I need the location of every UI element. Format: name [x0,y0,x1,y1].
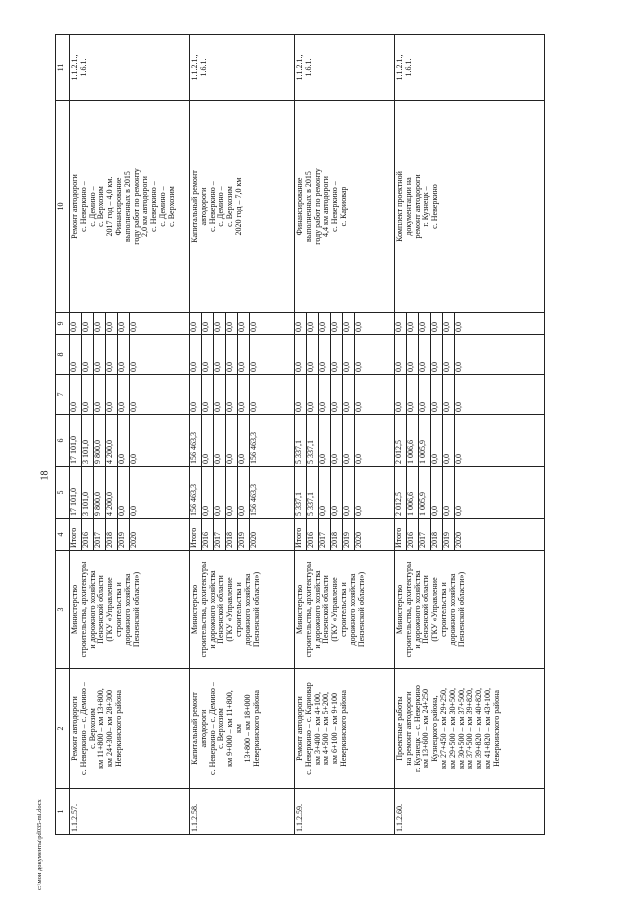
federal-budget-cell: 0,0 [443,375,455,414]
federal-budget-cell: 0,0 [70,375,82,414]
year-cell: 2020 [354,532,363,548]
year-cell: 2019 [118,519,130,550]
regional-budget-cell: 0,0 [118,415,130,466]
total-funding-cell: 1 006,6 [407,467,419,518]
federal-budget-cell: 0,0 [118,375,130,414]
measure-name: Ремонт автодороги с. Неверкино – с. Кариовар км 3+400 – км 4+100, км 4+500 – км 5+200, км 6+100 – км 9+100 Неверкинского района [295,682,348,775]
year-cell: Итого [295,519,307,550]
local-budget-cell: 0,0 [419,335,431,374]
year-cell: 2018 [431,519,443,550]
local-budget-cell: 0,0 [343,335,355,374]
regional-budget-cell: 0,0 [443,415,455,466]
federal-budget-cell: 0,0 [319,375,331,414]
year-cell: 2020 [249,532,258,548]
total-funding-cell: 156 463,3 [249,484,258,516]
total-funding-cell: 0,0 [118,467,130,518]
local-budget-cell: 0,0 [214,335,226,374]
total-funding-cell: 3 101,0 [82,467,94,518]
regional-budget-cell: 0,0 [331,415,343,466]
header-row [56,35,70,835]
indicator-ref: 1.1.2.1., 1.6.1. [70,54,88,81]
regional-budget-cell: 0,0 [214,415,226,466]
federal-budget-cell: 0,0 [226,375,238,414]
page-number: 18 [39,470,51,481]
other-sources-cell: 0,0 [226,313,238,334]
federal-budget-cell: 0,0 [307,375,319,414]
year-cell: 2019 [238,519,250,550]
local-budget-cell: 0,0 [454,362,463,372]
federal-budget-cell: 0,0 [214,375,226,414]
total-funding-cell: 5 337,1 [295,467,307,518]
federal-budget-cell: 0,0 [331,375,343,414]
year-cell: 2020 [454,532,463,548]
federal-budget-cell: 0,0 [343,375,355,414]
local-budget-cell: 0,0 [226,335,238,374]
year-cell: 2017 [319,519,331,550]
regional-budget-cell: 0,0 [226,415,238,466]
local-budget-cell: 0,0 [443,335,455,374]
federal-budget-cell: 0,0 [295,375,307,414]
total-funding-cell: 4 200,0 [106,467,118,518]
regional-budget-cell: 5 337,1 [307,415,319,466]
local-budget-cell: 0,0 [295,335,307,374]
other-sources-cell: 0,0 [431,313,443,334]
executor-text: Министерство строительства, архитектуры и дорожного хозяйства Пензенской области (ГКУ «Управление строительства и дорожного хозяйства Пензенской области») [190,561,261,658]
total-funding-cell: 17 101,0 [70,467,82,518]
local-budget-cell: 0,0 [307,335,319,374]
local-budget-cell: 0,0 [129,362,138,372]
year-cell: 2016 [202,519,214,550]
regional-budget-cell: 1 005,9 [419,415,431,466]
other-sources-cell: 0,0 [82,313,94,334]
executor-text: Министерство строительства, архитектуры и дорожного хозяйства Пензенской области (ГКУ «Управление строительства и дорожного хозяйства Пензенской области») [395,561,466,658]
other-sources-cell: 0,0 [190,313,202,334]
table-row [295,35,395,835]
other-sources-cell: 0,0 [106,313,118,334]
regional-budget-cell: 1 006,6 [407,415,419,466]
local-budget-cell: 0,0 [238,335,250,374]
federal-budget-cell: 0,0 [190,375,202,414]
year-cell: 2016 [82,519,94,550]
regional-budget-cell: 5 337,1 [295,415,307,466]
year-cell: Итого [190,519,202,550]
other-sources-cell: 0,0 [407,313,419,334]
indicator-ref: 1.1.2.1., 1.6.1. [190,54,208,81]
year-cell: Итого [70,519,82,550]
local-budget-cell: 0,0 [331,335,343,374]
regional-budget-cell: 3 101,0 [82,415,94,466]
other-sources-cell: 0,0 [419,313,431,334]
measure-name: Проектные работы на ремонт автодороги г. Кузнецк – с. Неверкино км 13+600 – км 24+250 Кузнецкого района, км 27+450 – км 29+250, км 29+500 – км 30+500, км 30+500 – км 37+500, км 37+500 – км 39+820, км 39+820 – км 40+820, км 41+820 – км 43+100, Неверкинского района [395,685,501,772]
federal-budget-cell: 0,0 [419,375,431,414]
regional-budget-cell: 17 101,0 [70,415,82,466]
total-funding-cell: 0,0 [343,467,355,518]
other-sources-cell: 0,0 [319,313,331,334]
other-sources-cell: 0,0 [454,322,463,332]
other-sources-cell: 0,0 [118,313,130,334]
year-cell: Итого [395,519,407,550]
federal-budget-cell: 0,0 [94,375,106,414]
year-cell: 2018 [226,519,238,550]
row-number: 1.1.2.59. [295,789,395,835]
total-funding-cell: 0,0 [214,467,226,518]
total-funding-cell: 5 337,1 [307,467,319,518]
column-header: 2 [56,669,70,789]
other-sources-cell: 0,0 [343,313,355,334]
other-sources-cell: 0,0 [443,313,455,334]
footer-path: c:\мои документы\pd035-mi.docx [36,799,43,890]
column-header: 1 [56,789,70,835]
year-cell: 2016 [407,519,419,550]
local-budget-cell: 0,0 [118,335,130,374]
regional-budget-cell: 0,0 [238,415,250,466]
total-funding-cell: 0,0 [331,467,343,518]
other-sources-cell: 0,0 [331,313,343,334]
federal-budget-cell: 0,0 [395,375,407,414]
indicator-ref: 1.1.2.1., 1.6.1. [395,54,413,81]
year-cell: 2018 [106,519,118,550]
executor-text: Министерство строительства, архитектуры и дорожного хозяйства Пензенской области (ГКУ «Управление строительства и дорожного хозяйства Пензенской области») [295,561,366,658]
expected-result: Комплект проектной документации на ремонт автодороги г. Кузнецк – с. Неверкино [395,171,440,242]
local-budget-cell: 0,0 [202,335,214,374]
federal-budget-cell: 0,0 [106,375,118,414]
local-budget-cell: 0,0 [106,335,118,374]
row-number: 1.1.2.60. [395,789,545,835]
other-sources-cell: 0,0 [307,313,319,334]
total-funding-cell: 0,0 [454,506,463,516]
other-sources-cell: 0,0 [94,313,106,334]
total-funding-cell: 0,0 [443,467,455,518]
federal-budget-cell: 0,0 [238,375,250,414]
local-budget-cell: 0,0 [70,335,82,374]
regional-budget-cell: 156 463,3 [249,432,258,464]
measure-name: Ремонт автодороги с. Неверкино – с. Демино – с. Верхозим км 11+800 – км 13+800, км 24+300– км 28+300 Неверкинского района [70,682,123,775]
federal-budget-cell: 0,0 [249,402,258,412]
other-sources-cell: 0,0 [354,322,363,332]
regional-budget-cell: 9 800,0 [94,415,106,466]
federal-budget-cell: 0,0 [129,402,138,412]
local-budget-cell: 0,0 [354,362,363,372]
table-row [190,35,295,835]
year-cell: 2020 [129,532,138,548]
rotated-table-container [55,35,637,835]
regional-budget-cell: 4 200,0 [106,415,118,466]
other-sources-cell: 0,0 [202,313,214,334]
regional-budget-cell: 0,0 [354,454,363,464]
column-header: 8 [56,335,70,375]
other-sources-cell: 0,0 [214,313,226,334]
total-funding-cell: 0,0 [202,467,214,518]
local-budget-cell: 0,0 [431,335,443,374]
regional-budget-cell: 0,0 [129,454,138,464]
year-cell: 2016 [307,519,319,550]
year-cell: 2018 [331,519,343,550]
year-cell: 2017 [419,519,431,550]
federal-budget-cell: 0,0 [202,375,214,414]
column-header: 7 [56,375,70,415]
year-cell: 2017 [214,519,226,550]
column-header: 3 [56,551,70,669]
expected-result: Ремонт автодороги с. Неверкино – с. Демино – с. Верхозим 2017 год – 4,0 км. Финансирование выполненных в 2015 году работ по ремонту 2,0 км автодороги с. Неверкино – с. Демино – с. Верхозим [70,168,176,245]
column-header: 6 [56,415,70,467]
other-sources-cell: 0,0 [129,322,138,332]
federal-budget-cell: 0,0 [454,402,463,412]
federal-budget-cell: 0,0 [407,375,419,414]
total-funding-cell: 0,0 [431,467,443,518]
regional-budget-cell: 0,0 [202,415,214,466]
local-budget-cell: 0,0 [94,335,106,374]
column-header: 11 [56,35,70,101]
column-header: 5 [56,467,70,519]
federal-budget-cell: 0,0 [354,402,363,412]
regional-budget-cell: 0,0 [431,415,443,466]
indicator-ref: 1.1.2.1., 1.6.1. [295,54,313,81]
table-row [70,35,190,835]
program-table [55,34,545,835]
total-funding-cell: 0,0 [226,467,238,518]
year-cell: 2017 [94,519,106,550]
table-body [70,35,545,835]
total-funding-cell: 0,0 [238,467,250,518]
total-funding-cell: 0,0 [129,506,138,516]
other-sources-cell: 0,0 [70,313,82,334]
table-row [395,35,545,835]
other-sources-cell: 0,0 [395,313,407,334]
total-funding-cell: 9 800,0 [94,467,106,518]
other-sources-cell: 0,0 [238,313,250,334]
total-funding-cell: 156 463,3 [190,467,202,518]
expected-result: Финансирование выполненных в 2015 году работ по ремонту 4,4 км автодороги с. Неверкино – с. Кариовар [295,168,348,245]
other-sources-cell: 0,0 [295,313,307,334]
local-budget-cell: 0,0 [82,335,94,374]
column-header: 9 [56,313,70,335]
other-sources-cell: 0,0 [249,322,258,332]
total-funding-cell: 2 012,5 [395,467,407,518]
local-budget-cell: 0,0 [395,335,407,374]
local-budget-cell: 0,0 [249,362,258,372]
year-cell: 2019 [443,519,455,550]
column-header: 4 [56,519,70,551]
total-funding-cell: 1 005,9 [419,467,431,518]
total-funding-cell: 0,0 [319,467,331,518]
measure-name: Капитальный ремонт автодороги с. Неверкино – с. Демино – с. Верхозим км 9+000 – км 11+800, км 13+800 – км 18+000 Неверкинского района [190,682,261,775]
local-budget-cell: 0,0 [190,335,202,374]
row-number: 1.1.2.58. [190,789,295,835]
regional-budget-cell: 0,0 [454,454,463,464]
regional-budget-cell: 0,0 [319,415,331,466]
regional-budget-cell: 2 012,5 [395,415,407,466]
local-budget-cell: 0,0 [407,335,419,374]
row-number: 1.1.2.57. [70,789,190,835]
year-cell: 2019 [343,519,355,550]
expected-result: Капитальный ремонт автодороги с. Неверкино – с. Демино – с. Верхозим 2020 год – 7,0 км [190,170,243,243]
regional-budget-cell: 0,0 [343,415,355,466]
federal-budget-cell: 0,0 [82,375,94,414]
executor-text: Министерство строительства, архитектуры и дорожного хозяйства Пензенской области (ГКУ «Управление строительства и дорожного хозяйства Пензенской области») [70,561,141,658]
regional-budget-cell: 156 463,3 [190,415,202,466]
total-funding-cell: 0,0 [354,506,363,516]
federal-budget-cell: 0,0 [431,375,443,414]
local-budget-cell: 0,0 [319,335,331,374]
column-header: 10 [56,101,70,313]
